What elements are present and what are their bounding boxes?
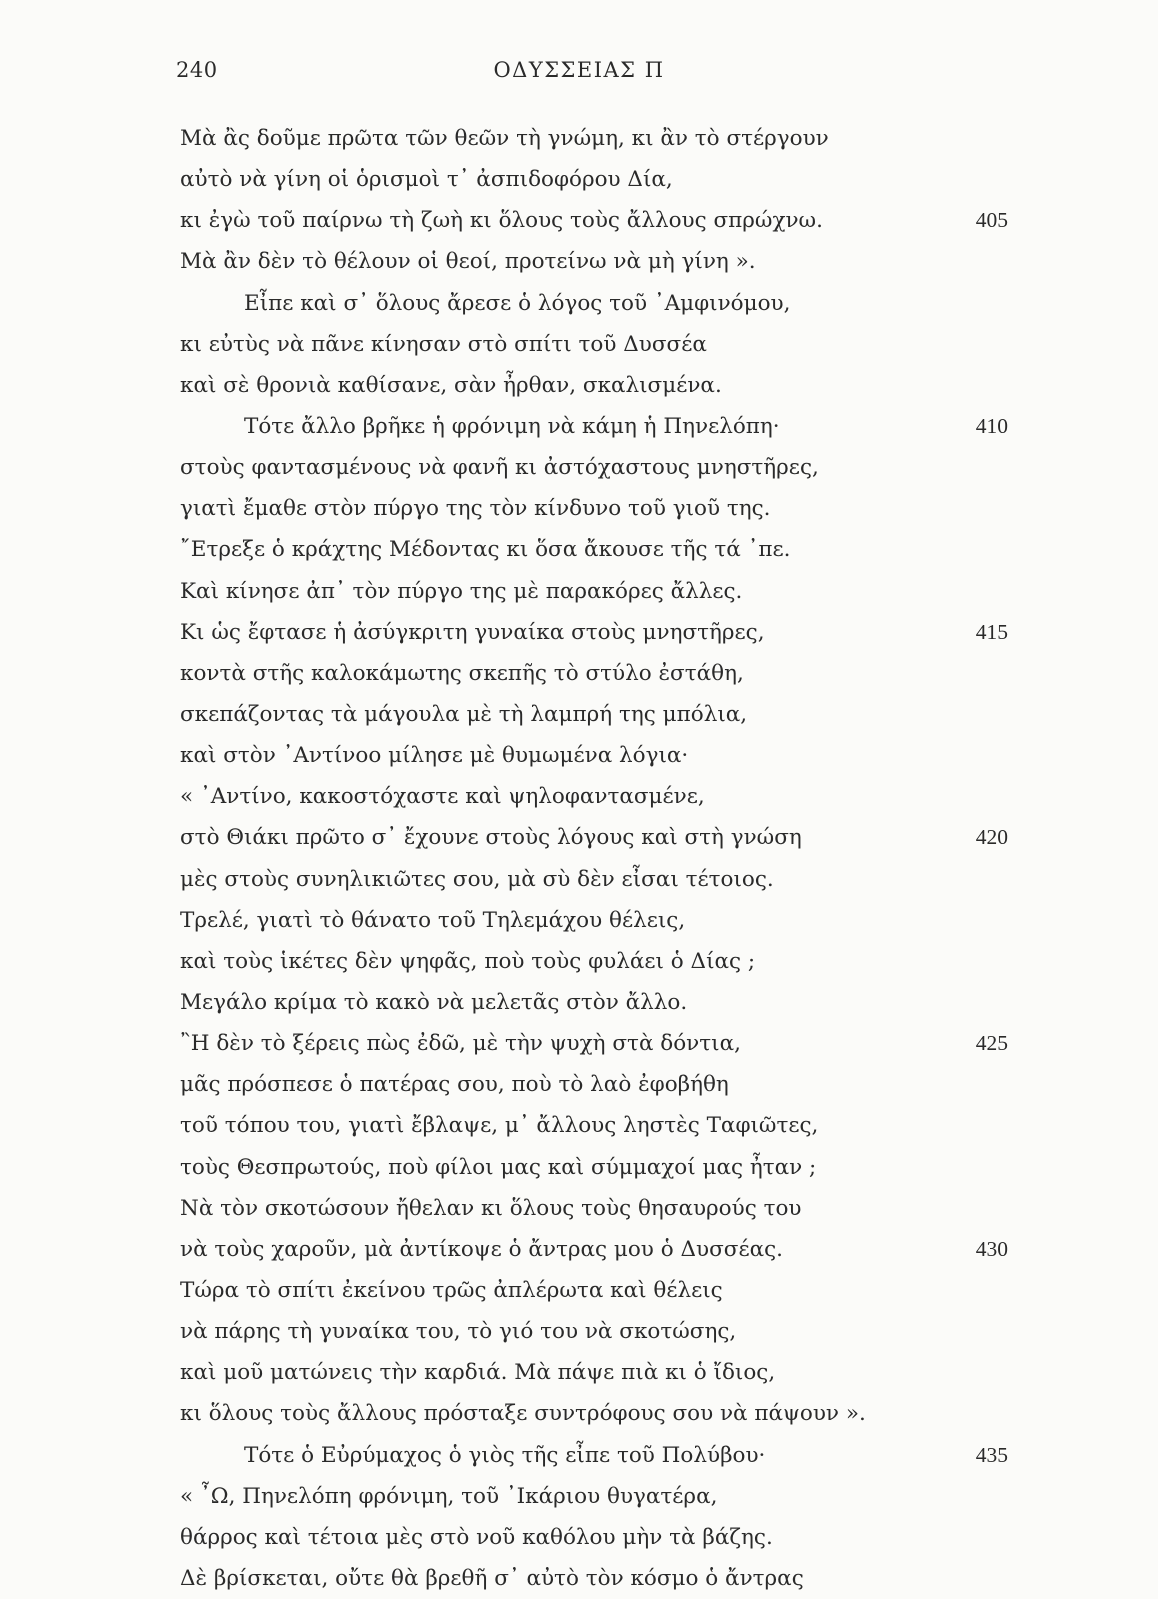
- verse-text: σκεπάζοντας τὰ μάγουλα μὲ τὴ λαμπρή της μπόλια,: [180, 701, 748, 727]
- verse-text: καὶ στὸν ᾿Αντίνοο μίλησε μὲ θυμωμένα λόγια·: [180, 743, 689, 769]
- verse-line: [0, 406, 1158, 447]
- verse-text: νὰ πάρης τὴ γυναίκα του, τὸ γιό του νὰ σκοτώσης,: [180, 1319, 737, 1345]
- verse-line: [0, 1229, 1158, 1270]
- verse-text: θάρρος καὶ τέτοια μὲς στὸ νοῦ καθόλου μὴν τὰ βάζης.: [180, 1524, 773, 1550]
- verse-line: [0, 159, 1158, 200]
- verse-line: [0, 1105, 1158, 1146]
- verse-text: Μὰ ἂς δοῦμε πρῶτα τῶν θεῶν τὴ γνώμη, κι ἂν τὸ στέργουν: [180, 126, 829, 151]
- verse-text: Εἶπε καὶ σ᾿ ὅλους ἄρεσε ὁ λόγος τοῦ ᾿Αμφινόμου,: [244, 290, 791, 316]
- verse-text: τοὺς Θεσπρωτούς, ποὺ φίλοι μας καὶ σύμμαχοί μας ἦταν ;: [180, 1154, 817, 1180]
- verse-text: γιατὶ ἔμαθε στὸν πύργο της τὸν κίνδυνο τοῦ γιοῦ της.: [180, 496, 771, 522]
- line-number: 410: [975, 413, 1008, 438]
- verse-text: καὶ μοῦ ματώνεις τὴν καρδιά. Μὰ πάψε πιὰ κι ὁ ἴδιος,: [180, 1360, 776, 1386]
- line-number: 415: [975, 619, 1008, 644]
- verse-line: [0, 1023, 1158, 1064]
- running-title: ΟΔΥΣΣΕΙΑΣ Π: [493, 58, 665, 82]
- verse-line: [0, 241, 1158, 282]
- verse-line: [0, 1393, 1158, 1434]
- verse-text: κι ἐγὼ τοῦ παίρνω τὴ ζωὴ κι ὅλους τοὺς ἄλλους σπρώχνω.: [180, 208, 823, 234]
- verse-text: μᾶς πρόσπεσε ὁ πατέρας σου, ποὺ τὸ λαὸ ἐφοβήθη: [180, 1072, 729, 1098]
- line-number: 420: [975, 825, 1008, 850]
- verse-line: [0, 571, 1158, 612]
- line-number: 405: [975, 208, 1008, 233]
- verse-text: « ᾿Αντίνο, κακοστόχαστε καὶ ψηλοφαντασμένε,: [180, 784, 705, 810]
- verse-line: [0, 776, 1158, 817]
- line-number: 430: [975, 1236, 1008, 1261]
- verse-line: [0, 1352, 1158, 1393]
- verse-text: Καὶ κίνησε ἀπ᾿ τὸν πύργο της μὲ παρακόρες ἄλλες.: [180, 578, 743, 604]
- verse-line: [0, 735, 1158, 776]
- verse-line: [0, 529, 1158, 570]
- verse-line: [0, 1270, 1158, 1311]
- verse-line: [0, 488, 1158, 529]
- verse-line: [0, 817, 1158, 858]
- verse-text: κι ὅλους τοὺς ἄλλους πρόσταξε συντρόφους σου νὰ πάψουν ».: [180, 1401, 866, 1427]
- verse-text: Δὲ βρίσκεται, οὔτε θὰ βρεθῆ σ᾿ αὐτὸ τὸν κόσμο ὁ ἄντρας: [180, 1565, 804, 1591]
- verse-line: [0, 1064, 1158, 1105]
- verse-line: [0, 447, 1158, 488]
- verse-text: Τρελέ, γιατὶ τὸ θάνατο τοῦ Τηλεμάχου θέλεις,: [180, 907, 686, 933]
- verse-text: τοῦ τόπου του, γιατὶ ἔβλαψε, μ᾿ ἄλλους ληστὲς Ταφιῶτες,: [180, 1113, 819, 1139]
- verse-text: στὸ Θιάκι πρῶτο σ᾿ ἔχουνε στοὺς λόγους καὶ στὴ γνώση: [180, 825, 802, 851]
- verse-line: [0, 1188, 1158, 1229]
- verse-text: στοὺς φαντασμένους νὰ φανῆ κι ἀστόχαστους μνηστῆρες,: [180, 455, 819, 481]
- verse-line: [0, 694, 1158, 735]
- verse-text: Τότε ὁ Εὐρύμαχος ὁ γιὸς τῆς εἶπε τοῦ Πολύβου·: [244, 1442, 766, 1468]
- verse-text: καὶ τοὺς ἱκέτες δὲν ψηφᾶς, ποὺ τοὺς φυλάει ὁ Δίας ;: [180, 948, 756, 974]
- verse-line: [0, 1311, 1158, 1352]
- page-number: 240: [176, 58, 218, 82]
- verse-text: αὐτὸ νὰ γίνη οἱ ὁρισμοὶ τ᾿ ἀσπιδοφόρου Δία,: [180, 167, 673, 193]
- verse-line: [0, 1517, 1158, 1558]
- verse-line: [0, 1147, 1158, 1188]
- verse-text: Μεγάλο κρίμα τὸ κακὸ νὰ μελετᾶς στὸν ἄλλο.: [180, 989, 688, 1015]
- line-number: 435: [975, 1442, 1008, 1467]
- verse-text: Τότε ἄλλο βρῆκε ἡ φρόνιμη νὰ κάμη ἡ Πηνελόπη·: [244, 413, 780, 439]
- verse-line: [0, 941, 1158, 982]
- verse-text: Κι ὡς ἔφτασε ἡ ἀσύγκριτη γυναίκα στοὺς μνηστῆρες,: [180, 619, 765, 645]
- verse-line: [0, 1435, 1158, 1476]
- verse-line: [0, 653, 1158, 694]
- verse-text: καὶ σὲ θρονιὰ καθίσανε, σὰν ἦρθαν, σκαλισμένα.: [180, 372, 722, 398]
- verse-line: [0, 982, 1158, 1023]
- verse-text: νὰ τοὺς χαροῦν, μὰ ἀντίκοψε ὁ ἄντρας μου ὁ Δυσσέας.: [180, 1236, 783, 1262]
- line-number: 425: [975, 1031, 1008, 1056]
- verse-line: [0, 118, 1158, 159]
- verse-block: [0, 118, 1158, 1599]
- verse-text: ῍Η δὲν τὸ ξέρεις πὼς ἐδῶ, μὲ τὴν ψυχὴ στὰ δόντια,: [180, 1031, 741, 1057]
- verse-line: [0, 1476, 1158, 1517]
- verse-text: κι εὐτὺς νὰ πᾶνε κίνησαν στὸ σπίτι τοῦ Δυσσέα: [180, 331, 707, 357]
- verse-text: Τώρα τὸ σπίτι ἐκείνου τρῶς ἀπλέρωτα καὶ θέλεις: [180, 1277, 723, 1303]
- verse-line: [0, 200, 1158, 241]
- verse-text: μὲς στοὺς συνηλικιῶτες σου, μὰ σὺ δὲν εἶσαι τέτοιος.: [180, 866, 774, 892]
- verse-text: κοντὰ στῆς καλοκάμωτης σκεπῆς τὸ στύλο ἐστάθη,: [180, 660, 744, 686]
- verse-line: [0, 859, 1158, 900]
- verse-line: [0, 324, 1158, 365]
- verse-text: « ῏Ω, Πηνελόπη φρόνιμη, τοῦ ᾿Ικάριου θυγατέρα,: [180, 1483, 718, 1509]
- verse-line: [0, 283, 1158, 324]
- verse-text: Μὰ ἂν δὲν τὸ θέλουν οἱ θεοί, προτείνω νὰ μὴ γίνη ».: [180, 249, 756, 275]
- verse-line: [0, 612, 1158, 653]
- verse-line: [0, 365, 1158, 406]
- verse-text: ῎Ετρεξε ὁ κράχτης Μέδοντας κι ὅσα ἄκουσε τῆς τά ᾿πε.: [180, 537, 791, 563]
- verse-line: [0, 1558, 1158, 1599]
- verse-line: [0, 900, 1158, 941]
- verse-text: Νὰ τὸν σκοτώσουν ἤθελαν κι ὅλους τοὺς θησαυρούς του: [180, 1195, 802, 1221]
